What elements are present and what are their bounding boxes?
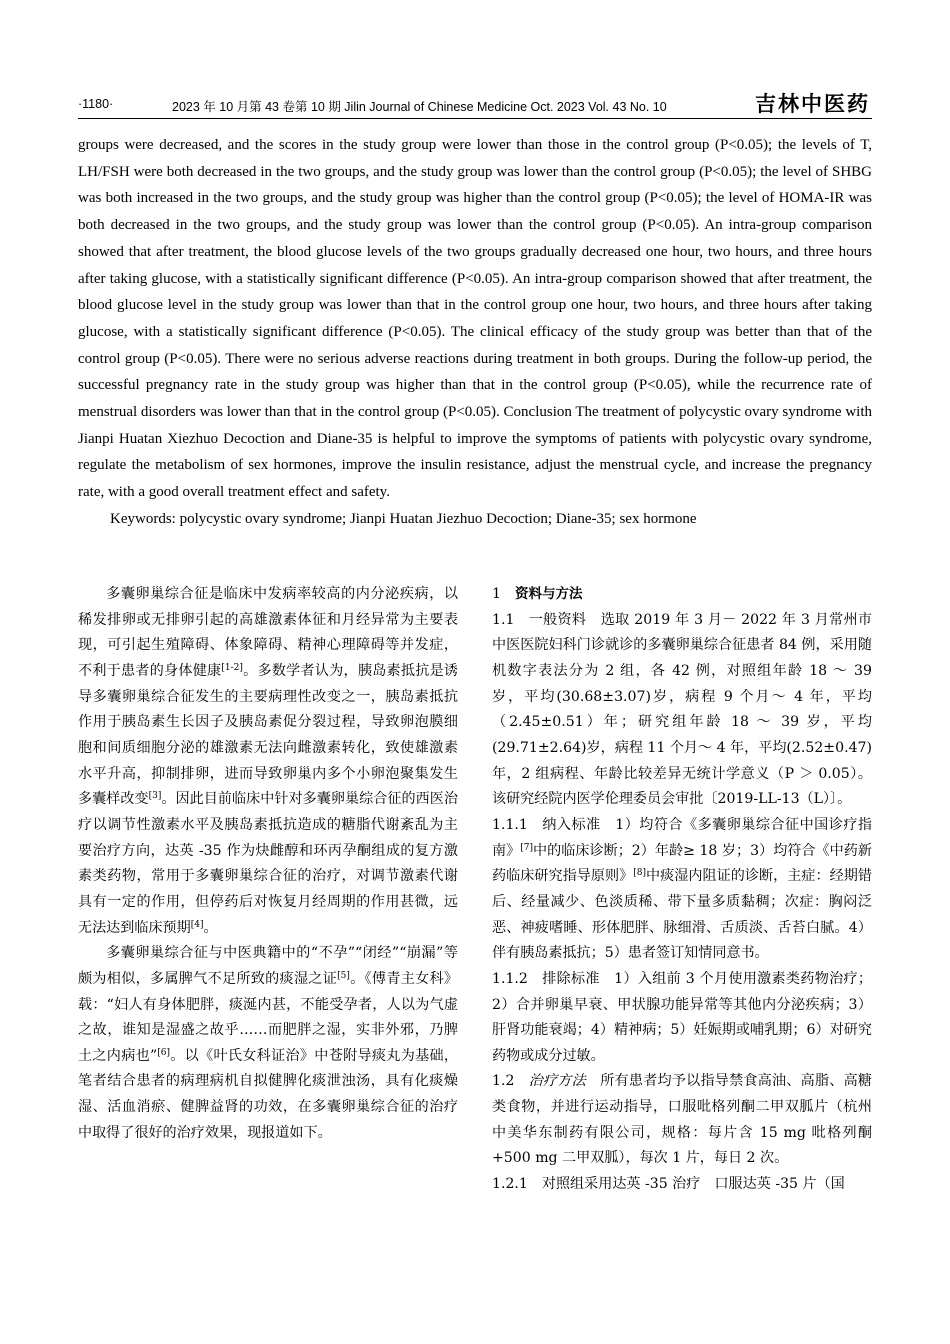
citation: [8] xyxy=(633,868,646,879)
subsection-title: 一般资料 xyxy=(528,611,587,628)
subsection-number: 1.1.1 xyxy=(492,816,528,833)
keywords-text: polycystic ovary syndrome; Jianpi Huatan Jiezhuo Decoction; Diane-35; sex hormone xyxy=(179,510,697,527)
subsection-text: 选取 2019 年 3 月－ 2022 年 3 月常州市中医医院妇科门诊就诊的多囊卵巢综合征患者 84 例，采用随机数字表法分为 2 组，各 42 例，对照组年龄 18 ～ 39 岁，平均(30.68±3.07)岁，病程 9 个月～ 4 年，平均（2.45±0.51）年；研究组年龄 18 ～ 39 岁，平均(29.71±2.64)岁，病程 11 个月～ 4 年，平均(2.52±0.47)年，2 组病程、年龄比较差异无统计学意义（P ＞ 0.05）。该研究经院内医学伦理委员会审批〔2019-LL-13（L）〕。 xyxy=(492,611,873,808)
intro-text: 。《傅青主女科》载：“妇人有身体肥胖，痰涎内甚，不能受孕者，人以为气虚之故，谁知是湿盛之故乎……而肥胖之湿，实非外邪，乃脾土之内病也” xyxy=(78,970,459,1064)
intro-paragraph-2 xyxy=(78,941,458,1146)
subsection-title: 纳入标准 xyxy=(541,816,601,833)
subsection-number: 1.1 xyxy=(492,611,515,628)
keywords-label: Keywords: xyxy=(110,510,176,527)
subsection-text: 所有患者均予以指导禁食高油、高脂、高糖类食物，并进行运动指导，口服吡格列酮二甲双胍片（杭州中美华东制药有限公司，规格：每片含 15 mg 吡格列酮 +500 mg 二甲双胍），每次 1 片，每日 2 次。 xyxy=(492,1073,873,1167)
subsection-text: 对照组采用达英 -35 治疗 口服达英 -35 片（国 xyxy=(541,1176,845,1193)
section-number: 1 xyxy=(492,586,501,602)
citation: [5] xyxy=(337,970,350,981)
subsection-title: 排除标准 xyxy=(541,970,600,987)
abstract-results-text: groups were decreased, and the scores in the study group were lower than those in the control group (P<0.05); the levels of T, LH/FSH were both decreased in the two groups, and the study group was lower than the control group (P<0.05); the level of SHBG was both increased in the two groups, and the study group was higher than the control group (P<0.05); the level of HOMA-IR was both decreased in the two groups, and the study group was lower than the control group (P<0.05). An intra-group comparison showed that after treatment, the blood glucose levels of the two groups gradually decreased one hour, two hours, and three hours after taking glucose, with a statistically significant difference (P<0.05). An intra-group comparison showed that after treatment, the blood glucose level in the study group was lower than that in the control group one hour, two hours, and three hours after taking glucose, with a statistically significant difference (P<0.05). The clinical efficacy of the study group was better than that of the control group (P<0.05). There were no serious adverse reactions during treatment in both groups. During the follow-up period, the successful pregnancy rate in the study group was higher than that in the control group (P<0.05), while the recurrence rate of menstrual disorders was lower than that in the control group (P<0.05). xyxy=(78,137,872,421)
intro-text: 多囊卵巢综合征与中医典籍中的“不孕”“闭经”“崩漏”等颇为相似，多属脾气不足所致的痰湿之证 xyxy=(78,945,458,987)
intro-text: 。多数学者认为，胰岛素抵抗是诱导多囊卵巢综合征发生的主要病理性改变之一，胰岛素抵抗作用于胰岛素生长因子及胰岛素促分裂过程，导致卵泡膜细胞和间质细胞分泌的雄激素无法向雌激素转化，致使雄激素水平升高，抑制排卵，进而导致卵巢内多个小卵泡聚集发生多囊样改变 xyxy=(78,662,459,808)
subsection-number: 1.1.2 xyxy=(492,970,528,987)
citation: [1-2] xyxy=(221,662,243,673)
subsection-number: 1.2 xyxy=(492,1073,515,1090)
subsection-text: 中痰湿内阻证的诊断，主症：经期错后、经量减少、色淡质稀、带下量多质黏稠；次症：胸闷泛恶、神疲嗜睡、形体肥胖、脉细滑、舌质淡、舌苔白腻。4）伴有胰岛素抵抗；5）患者签订知情同意书。 xyxy=(492,868,872,962)
citation: [4] xyxy=(190,919,204,930)
subsection-title: 治疗方法 xyxy=(528,1073,586,1090)
citation: [6] xyxy=(157,1047,170,1058)
conclusion-label: Conclusion xyxy=(503,404,572,421)
intro-text: 多囊卵巢综合征是临床中发病率较高的内分泌疾病，以稀发排卵或无排卵引起的高雄激素体征和月经异常为主要表现，可引起生殖障碍、体象障碍、精神心理障碍等并发症，不利于患者的身体健康 xyxy=(78,586,458,679)
citation: [7] xyxy=(520,842,533,853)
journal-info: 2023 年 10 月第 43 卷第 10 期 Jilin Journal of Chinese Medicine Oct. 2023 Vol. 43 No. 10 xyxy=(172,100,667,114)
abstract-body xyxy=(78,132,872,506)
right-column xyxy=(492,582,872,1198)
subsection-text: 中的临床诊断；2）年龄≥ 18 岁；3）均符合《中药新药临床研究指导原则》 xyxy=(492,842,872,885)
intro-paragraph-1 xyxy=(78,582,458,941)
subsection-1-1-1 xyxy=(492,813,872,967)
subsection-1-1-2 xyxy=(492,967,872,1070)
citation: [3] xyxy=(148,791,162,802)
section-heading xyxy=(492,582,872,608)
conclusion-text: The treatment of polycystic ovary syndrome with Jianpi Huatan Xiezhuo Decoction and Diane-35 is helpful to improve the symptoms of patients with polycystic ovary syndrome, regulate the metabolism of sex hormones, improve the insulin resistance, adjust the menstrual cycle, and increase the pregnancy rate, with a good overall treatment effect and safety. xyxy=(78,404,873,501)
subsection-number: 1.2.1 xyxy=(492,1176,528,1193)
intro-text: 。以《叶氏女科证治》中苍附导痰丸为基础，笔者结合患者的病理病机自拟健脾化痰泄浊汤，具有化痰燥湿、活血消瘀、健脾益肾的功效，在多囊卵巢综合征的治疗中取得了很好的治疗效果，现报道如下。 xyxy=(78,1047,458,1141)
subsection-text: 1）均符合《多囊卵巢综合征中国诊疗指南》 xyxy=(492,816,873,859)
keywords-line xyxy=(78,506,872,533)
subsection-text: 1）入组前 3 个月使用激素类药物治疗；2）合并卵巢早衰、甲状腺功能异常等其他内分泌疾病；3）肝肾功能衰竭；4）精神病；5）妊娠期或哺乳期；6）对研究药物或成分过敏。 xyxy=(492,970,873,1064)
intro-text: 。因此目前临床中针对多囊卵巢综合征的西医治疗以调节性激素水平及胰岛素抵抗造成的糖脂代谢紊乱为主要治疗方向，达英 -35 作为炔雌醇和环丙孕酮组成的复方激素类药物，常用于多囊卵巢综合征的治疗，对调节激素代谢具有一定的作用，但停药后对恢复月经周期的作用甚微，远无法达到临床预期 xyxy=(78,791,458,936)
page-number: ·1180· xyxy=(78,97,114,111)
subsection-1-1 xyxy=(492,608,872,813)
left-column xyxy=(78,582,458,1146)
english-abstract xyxy=(78,132,872,533)
subsection-1-2 xyxy=(492,1069,872,1172)
page-header xyxy=(78,91,872,119)
subsection-1-2-1 xyxy=(492,1172,872,1198)
section-title: 资料与方法 xyxy=(514,586,583,602)
journal-logo: 吉林中医药 xyxy=(755,91,870,116)
intro-text: 。 xyxy=(203,919,218,936)
